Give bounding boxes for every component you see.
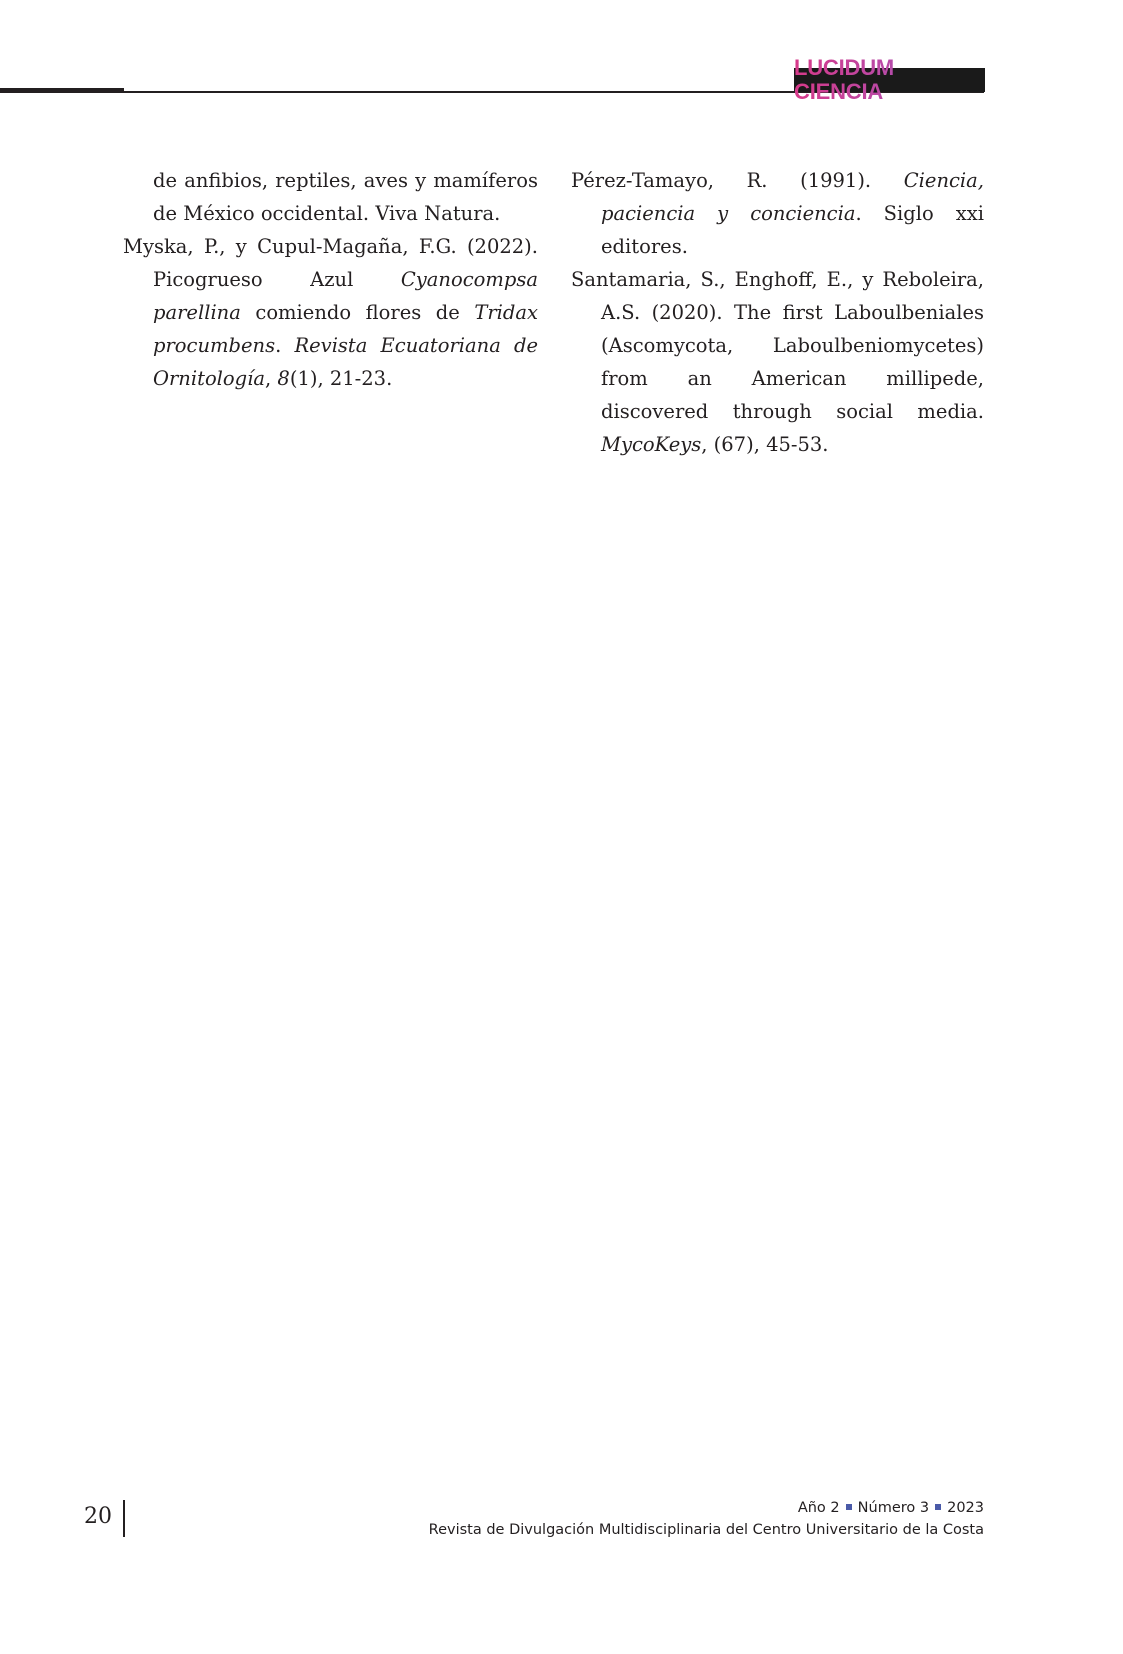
issue-line xyxy=(429,1497,984,1519)
reference-species: Cyanocompsa parellina xyxy=(153,268,538,324)
reference-title: Ciencia, paciencia y conciencia xyxy=(601,169,984,225)
journal-full-name: Revista de Divulgación Multidisciplinaria del Centro Universitario de la Costa xyxy=(428,1522,984,1538)
issue-label: Número 3 xyxy=(857,1500,930,1516)
reference-journal: MycoKeys xyxy=(601,433,702,456)
page-number-divider xyxy=(123,1500,125,1537)
reference-authors: Pérez-Tamayo, R. (1991). xyxy=(571,169,904,192)
reference-authors: Myska, P., y Cupul-Magaña, F.G. (2022). Picogrueso Azul xyxy=(123,235,538,291)
reference-text: comiendo flores de xyxy=(240,301,475,324)
separator-square-icon xyxy=(935,1504,941,1510)
journal-name: LUCIDUM CIENCIA xyxy=(794,56,985,104)
reference-authors: Santamaria, S., Enghoff, E., y Reboleira, A.S. (2020). The first Laboulbeniales (Ascomycota, Laboulbeniomycetes) from an American millipede, discovered through social media. xyxy=(571,268,984,423)
publication-year: 2023 xyxy=(947,1500,984,1516)
footer-info xyxy=(429,1497,984,1541)
references-column-left xyxy=(123,164,538,395)
header-rule-accent xyxy=(0,88,124,93)
reference-volume: 8 xyxy=(277,367,290,390)
reference-text: . Siglo xxi editores. xyxy=(601,202,984,258)
reference-text: (1), 21-23. xyxy=(289,367,393,390)
reference-santamaria xyxy=(571,263,984,461)
reference-myska xyxy=(123,230,538,395)
page-number: 20 xyxy=(84,1504,112,1529)
reference-perez xyxy=(571,164,984,263)
journal-badge xyxy=(794,55,985,104)
reference-text: , xyxy=(265,367,278,390)
reference-plant: Tridax procumbens xyxy=(153,301,538,357)
references-column-right xyxy=(571,164,984,461)
year-label: Año 2 xyxy=(797,1500,840,1516)
separator-square-icon xyxy=(846,1504,852,1510)
reference-text: de anfibios, reptiles, aves y mamíferos de México occidental. Viva Natura. xyxy=(153,169,538,225)
reference-text: , (67), 45-53. xyxy=(701,433,829,456)
reference-continuation xyxy=(123,164,538,230)
reference-journal: Revista Ecuatoriana de Ornitología xyxy=(153,334,538,390)
reference-text: . xyxy=(275,334,295,357)
